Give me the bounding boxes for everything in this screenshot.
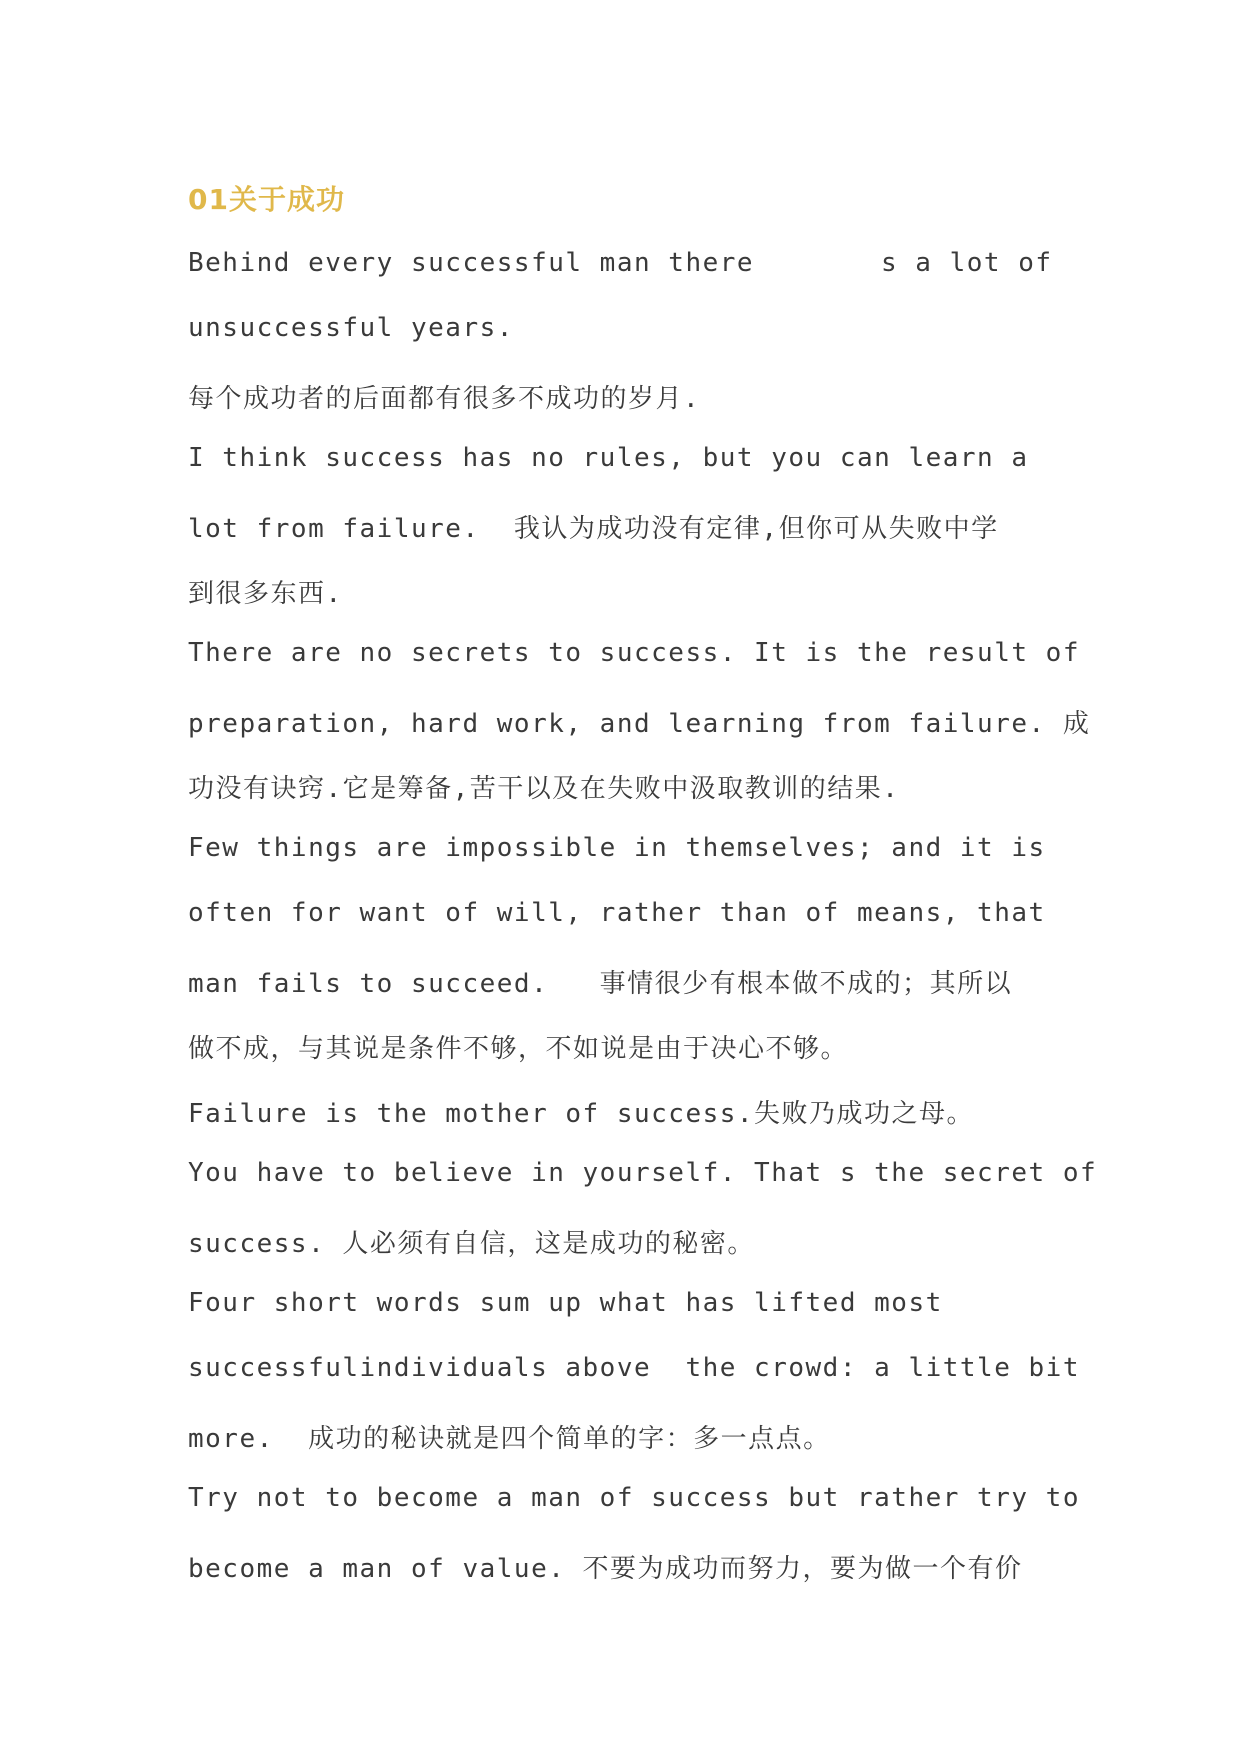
text-line: more. 成功的秘诀就是四个简单的字：多一点点。: [188, 1424, 831, 1454]
section-heading: 01关于成功: [188, 183, 345, 216]
text-line: 到很多东西.: [188, 579, 343, 609]
text-line: Failure is the mother of success.失败乃成功之母。: [188, 1099, 975, 1129]
text-line: 功没有诀窍.它是筹备,苦干以及在失败中汲取教训的结果.: [188, 774, 900, 804]
text-line: s a lot of: [881, 248, 1053, 278]
text-line: There are no secrets to success. It is the result of: [188, 638, 1080, 668]
text-line: lot from failure. 我认为成功没有定律,但你可从失败中学: [188, 514, 999, 544]
text-line: Behind every successful man there: [188, 248, 755, 278]
text-line: Four short words sum up what has lifted most: [188, 1288, 943, 1318]
text-line: 做不成，与其说是条件不够，不如说是由于决心不够。: [188, 1034, 849, 1064]
text-line: become a man of value. 不要为成功而努力，要为做一个有价: [188, 1554, 1023, 1584]
text-line: success. 人必须有自信，这是成功的秘密。: [188, 1229, 755, 1259]
text-line: 每个成功者的后面都有很多不成功的岁月.: [188, 384, 701, 414]
text-line: unsuccessful years.: [188, 313, 514, 343]
text-line: Few things are impossible in themselves; and it is: [188, 833, 1046, 863]
text-line: successfulindividuals above the crowd: a little bit: [188, 1353, 1080, 1383]
text-line: I think success has no rules, but you can learn a: [188, 443, 1029, 473]
text-line: preparation, hard work, and learning from failure. 成: [188, 709, 1091, 739]
text-line: Try not to become a man of success but rather try to: [188, 1483, 1080, 1513]
text-line: often for want of will, rather than of means, that: [188, 898, 1046, 928]
text-line: man fails to succeed. 事情很少有根本做不成的；其所以: [188, 969, 1013, 999]
text-line: You have to believe in yourself. That s the secret of: [188, 1158, 1098, 1188]
